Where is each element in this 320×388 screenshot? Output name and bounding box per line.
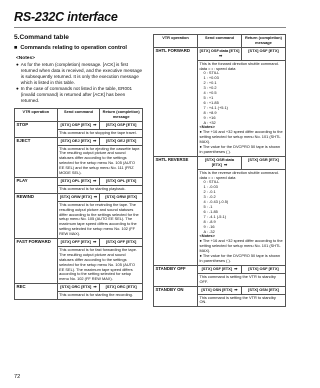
table-row (15, 239, 143, 247)
arrow-icon: ➡ (93, 177, 97, 183)
table-row (15, 177, 143, 185)
send-command-cell (57, 177, 100, 185)
speed-data-line: 1 : +0.03 (203, 75, 219, 81)
description-cell (57, 201, 142, 238)
description-line: This command is for stopping the tape travel. (59, 129, 137, 135)
operation-cell: REWIND (15, 193, 58, 238)
sub-heading-text: Commands relating to operation control (20, 45, 127, 51)
note-item (16, 62, 143, 86)
send-command-text: [STX] OSF [ETX] (201, 265, 233, 271)
table-row (154, 286, 286, 294)
note-line (200, 130, 284, 145)
speed-data-line: 7 : +4.1 (+5.1) (203, 104, 228, 110)
speed-data-line: 3 : +0.2 (203, 85, 217, 91)
description-line: This command is for fast forwarding the tape. The resulting output picture and sound statuses differ according to the settings selected for the setup menu No. 105 (AUTO EE SEL). The maximum tape speed differs according to the setting selected for setup menu No. 102 (FF REW MAX). (59, 246, 138, 282)
description-line: data = • : speed data (199, 174, 236, 180)
send-command-text: [STX] OEJ [ETX] (60, 137, 91, 143)
speed-data-line: 1 : -0.03 (203, 184, 218, 190)
description-line: data = • : speed data (199, 65, 236, 71)
description-cell (57, 185, 142, 193)
speed-data-line: 4 : -0.43 (-0.5) (203, 199, 229, 205)
return-message-cell: [STX] ORW [ETX] (100, 193, 143, 201)
send-command-cell (198, 47, 242, 60)
description-line: This command is for starting the recording. (59, 292, 133, 298)
operation-cell: STANDBY OFF (154, 265, 198, 286)
description-cell (198, 273, 286, 286)
arrow-icon: ➡ (93, 121, 97, 127)
operation-cell: PLAY (15, 177, 58, 193)
table-body (154, 47, 286, 307)
note-line (200, 145, 284, 155)
note-text: As for the return (completion) message. [ACK] is first returned when data is received, and the executive message is subsequently returned. It is only the execution message which is listed in this table. (20, 62, 143, 85)
operation-cell: STOP (15, 121, 58, 137)
operation-cell: FAST FORWARD (15, 239, 58, 284)
header-return: Return (completion) message (242, 35, 286, 48)
bullet-icon: ● (16, 62, 19, 67)
speed-data-line: 9 : +16 (203, 114, 216, 120)
right-column (153, 34, 286, 307)
description-cell (198, 60, 286, 156)
speed-data-line: 6 : +1.85 (203, 99, 219, 105)
table-header-row (154, 35, 286, 48)
return-message-cell: [STX] OPL [ETX] (100, 177, 143, 185)
send-command-text: [STX] ORC [ETX] (60, 284, 92, 290)
note-text: The +16 and +32 speed differ according to the setting selected for setup menu No. 101 (SHTL MAX). (199, 238, 283, 254)
send-command-text: [STX] OSP [ETX] (60, 121, 92, 127)
speed-data-line: 6 : -1.85 (203, 208, 218, 214)
description-cell (57, 292, 142, 300)
section-heading: 5.Command table (14, 34, 69, 41)
operation-cell: SHTL FORWARD (154, 47, 198, 156)
table-row (154, 265, 286, 273)
page-number: 72 (14, 374, 21, 380)
speed-data-line: 2 : +0.1 (203, 80, 217, 86)
return-message-cell: [STX] OSF [ETX] (242, 47, 286, 60)
note-text: In the case of commands not listed in the table, ER001 (invalid command) is returned after [ACK] has been returned. (20, 86, 133, 103)
bullet-icon: ● (199, 253, 203, 259)
send-command-cell (198, 286, 242, 294)
table-header-row (15, 109, 143, 122)
send-command-text: [STX] OSF:data [ETX] (199, 47, 240, 53)
table-row (15, 284, 143, 292)
header-send: Send command (198, 35, 242, 48)
notes-label: <Notes> (199, 233, 215, 239)
header-send: Send command (57, 109, 100, 122)
table-row (154, 156, 286, 169)
send-command-cell (198, 265, 242, 273)
send-command-text: [STX] ORW [ETX] (59, 193, 92, 199)
description-cell (198, 169, 286, 265)
return-message-cell: [STX] OSN [ETX] (242, 286, 286, 294)
table-body (15, 121, 143, 299)
speed-data-line: 4 : +0.5 (203, 90, 217, 96)
bullet-icon: ● (199, 144, 203, 150)
arrow-icon: ➡ (223, 161, 228, 167)
return-message-cell: [STX] OFF [ETX] (100, 239, 143, 247)
return-message-cell: [STX] OSP [ETX] (100, 121, 143, 129)
command-table-right (153, 34, 286, 307)
send-command-cell (57, 284, 100, 292)
description-line: This command is for ejecting the cassette tape. The resulting output picture and sound statuses differ according to the settings selected for the setup menu No. 105 (AUTO EE SEL) and the setup menu No. 111 (FRZ MODE SEL). (59, 145, 141, 176)
speed-data-line: 5 : +1 (203, 94, 214, 100)
description-cell (57, 129, 142, 137)
arrow-icon: ➡ (92, 137, 97, 143)
return-message-cell: [STX] OSR [ETX] (242, 156, 286, 169)
notes-title: <Notes> (16, 56, 35, 61)
speed-data-line: 5 : -1 (203, 204, 213, 209)
description-line: This is the reverse direction shuttle command. (199, 169, 279, 175)
operation-cell: SHTL REVERSE (154, 156, 198, 265)
description-line: This is the forward direction shuttle command. (199, 60, 279, 66)
arrow-icon: ➡ (92, 239, 97, 245)
table-row (15, 137, 143, 145)
send-command-cell (57, 137, 100, 145)
left-column (14, 34, 143, 300)
notes-label: <Notes> (199, 124, 215, 130)
table-row (15, 193, 143, 201)
speed-data-line: A : +32 (203, 119, 216, 125)
command-table-left (14, 108, 143, 300)
description-line: This command is for starting playback. (59, 185, 126, 191)
return-message-cell: [STX] OSF [ETX] (242, 265, 286, 273)
speed-data-line: 8 : -8.9 (203, 218, 216, 224)
header-return: Return (completion) message (100, 109, 143, 122)
bullet-icon: ● (199, 238, 203, 244)
description-cell (57, 145, 142, 177)
return-message-cell: [STX] OEJ [ETX] (100, 137, 143, 145)
send-command-cell (57, 239, 100, 247)
note-text: The value for the DVCPRO 50 tape is shown in parentheses ( ). (199, 253, 281, 263)
note-line (200, 254, 284, 264)
header-operation: VTR operation (154, 35, 198, 48)
speed-data-line: 9 : -16 (203, 223, 215, 229)
note-text: The value for the DVCPRO 50 tape is shown in parentheses ( ). (199, 144, 281, 154)
sub-heading (14, 45, 143, 51)
operation-cell: REC (15, 284, 58, 300)
note-line (200, 239, 284, 254)
send-command-cell (57, 193, 100, 201)
speed-data-line: A : -32 (203, 228, 215, 234)
speed-data-line: 3 : -0.2 (203, 194, 216, 200)
description-line: This command is for rewinding the tape. The resulting output picture and sound statuses differ according to the settings selected for the setup menu No. 105 (AUTO EE SEL). The maximum tape speed differs according to the setting selected for setup menu No. 102 (FF REW MAX). (59, 201, 139, 237)
header-operation: VTR operation (15, 109, 58, 122)
table-row (15, 121, 143, 129)
speed-data-line: 2 : -0.1 (203, 189, 216, 195)
description-cell (198, 294, 286, 307)
bullet-icon: ● (16, 86, 19, 91)
send-command-cell (57, 121, 100, 129)
send-command-text: [STX] OPL [ETX] (60, 177, 91, 183)
send-command-text: [STX] OSR:data [ETX] (205, 156, 234, 167)
description-line: This command is setting the VTR to standby ON. (199, 294, 276, 305)
title-rule (14, 27, 286, 28)
table-row (154, 47, 286, 60)
description-cell (57, 246, 142, 283)
operation-cell: EJECT (15, 137, 58, 177)
send-command-cell (198, 156, 242, 169)
return-message-cell: [STX] ORC [ETX] (100, 284, 143, 292)
send-command-text: [STX] OSN [ETX] (201, 286, 233, 292)
arrow-icon: ➡ (234, 265, 238, 271)
speed-data-line: 0 : STILL (203, 179, 220, 185)
operation-cell: STANDBY ON (154, 286, 198, 307)
arrow-icon: ➡ (93, 193, 98, 199)
arrow-icon: ➡ (93, 284, 97, 290)
bullet-icon: ● (199, 129, 203, 135)
speed-data-line: 8 : +8.9 (203, 109, 217, 115)
send-command-text: [STX] OFF [ETX] (60, 239, 91, 245)
page-title: RS-232C interface (14, 10, 118, 24)
description-line: This command is setting the VTR to standby OFF. (199, 273, 276, 284)
note-item (16, 86, 143, 104)
arrow-icon: ➡ (218, 52, 223, 58)
square-bullet-icon: ■ (14, 45, 18, 51)
speed-data-line: 7 : -4.1 (-5.1) (203, 213, 226, 219)
note-text: The +16 and +32 speed differ according to the setting selected for setup menu No. 101 (SHTL MAX). (199, 129, 283, 145)
speed-data-line: 0 : STILL (203, 70, 220, 76)
arrow-icon: ➡ (234, 286, 238, 292)
